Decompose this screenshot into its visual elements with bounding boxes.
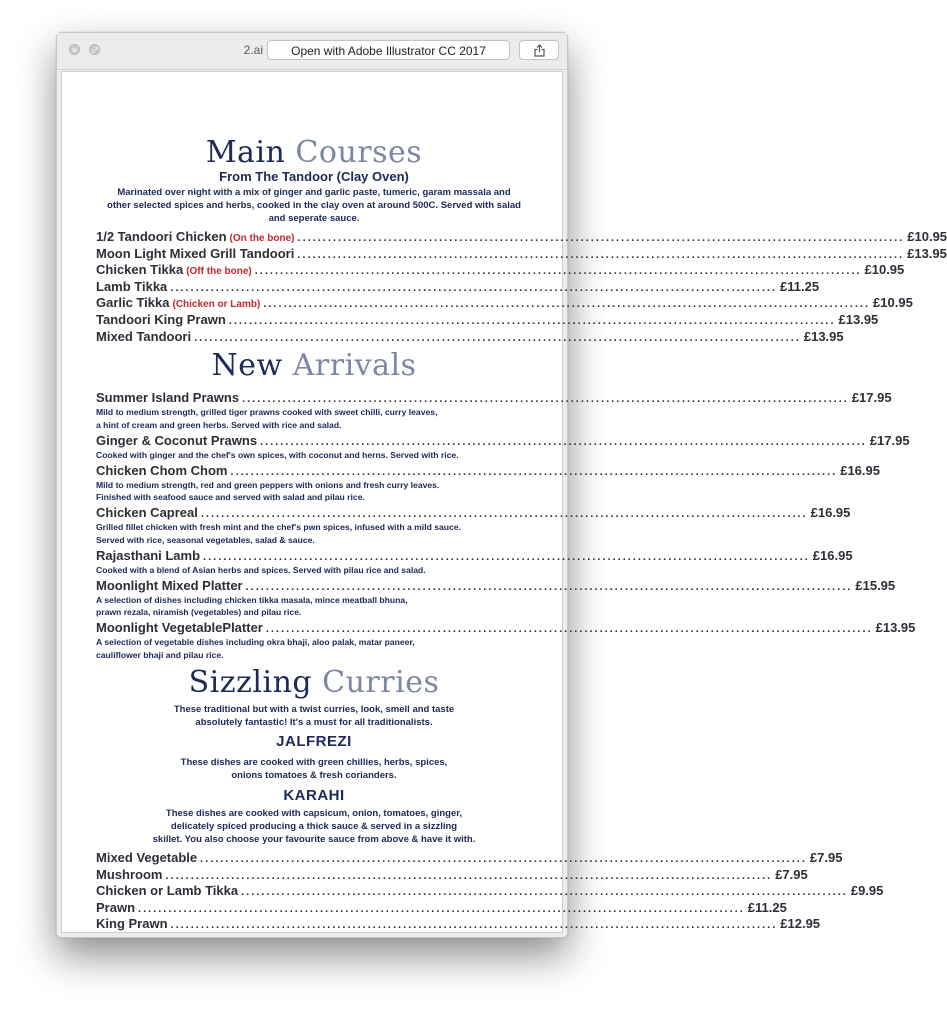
main-courses-heading: [96, 137, 532, 169]
item-name: Prawn: [96, 899, 136, 915]
heading-word-2: Curries: [322, 665, 440, 700]
menu-item-row: [96, 262, 905, 278]
item-price: £16.95: [812, 547, 853, 563]
dot-leader: ........................................................................................................................: [200, 853, 807, 865]
sizzling-curries-heading: [96, 667, 532, 699]
sizzling-intro-2: absolutely fantastic! It's a must for all traditionalists.: [195, 717, 433, 728]
item-name: Lamb Tikka: [96, 278, 168, 294]
menu-item-row: [96, 312, 879, 328]
heading-word-2: Arrivals: [292, 348, 417, 383]
item-name: Mixed Vegetable: [96, 850, 198, 865]
dot-leader: ........................................................................................................................: [203, 550, 810, 563]
menu-item-row: [96, 229, 947, 245]
item-name: Mixed Tandoori: [96, 328, 192, 344]
dot-leader: ........................................................................................................................: [245, 580, 853, 593]
item-name: Chicken Tikka: [96, 262, 184, 278]
item-price: £7.95: [809, 850, 843, 865]
item-name: Mushroom: [96, 866, 163, 882]
item-name: King Prawn: [96, 916, 168, 932]
dot-leader: ........................................................................................................................: [228, 315, 836, 327]
item-name: Rajasthani Lamb: [96, 547, 201, 563]
dot-leader: ........................................................................................................................: [230, 465, 838, 478]
karahi-desc-1: These dishes are cooked with capsicum, onion, tomatoes, ginger,: [165, 808, 463, 819]
menu-item-row: [96, 883, 884, 899]
item-price: £7.95: [775, 866, 808, 882]
item-name: Summer Island Prawns: [96, 390, 240, 405]
item-price: £12.95: [780, 916, 821, 932]
jalfrezi-desc-2: onions tomatoes & fresh corianders.: [231, 770, 397, 781]
item-name: Tandoori King Prawn: [96, 312, 226, 327]
title-bar: [57, 33, 567, 70]
item-description: Cooked with ginger and the chef's own spices, with coconut and herns. Served with rice.: [96, 449, 459, 460]
item-price: £11.25: [747, 899, 787, 915]
menu-item-row: [96, 577, 896, 594]
item-description: Finished with seafood sauce and served with salad and pilau rice.: [96, 492, 365, 502]
item-name: 1/2 Tandoori Chicken: [96, 229, 227, 244]
menu-item-row: [96, 462, 880, 479]
item-description: Mild to medium strength, red and green peppers with onions and fresh curry leaves.: [96, 479, 440, 490]
jalfrezi-title: JALFREZI: [276, 733, 352, 750]
item-price: £16.95: [810, 505, 851, 520]
item-description: a hint of cream and green herbs. Served with rice and salad.: [96, 419, 342, 430]
menu-item-row: [96, 245, 947, 262]
item-note: (On the bone): [229, 233, 295, 244]
menu-item-row: [96, 916, 821, 932]
tandoor-subtitle: From The Tandoor (Clay Oven): [219, 169, 409, 184]
file-name: 2.ai: [243, 43, 263, 57]
dot-leader: ........................................................................................................................: [242, 393, 849, 405]
dot-leader: ........................................................................................................................: [170, 281, 778, 294]
item-note: (Off the bone): [186, 266, 252, 278]
close-icon[interactable]: ✕: [69, 44, 80, 55]
dot-leader: ........................................................................................................................: [194, 331, 801, 344]
dot-leader: ........................................................................................................................: [263, 298, 871, 311]
dot-leader: ........................................................................................................................: [254, 265, 862, 278]
item-name: Chicken Chom Chom: [96, 462, 228, 478]
dot-leader: ........................................................................................................................: [260, 435, 867, 448]
item-price: £16.95: [840, 462, 880, 478]
item-name: Moonlight VegetablePlatter: [96, 620, 263, 635]
dot-leader: ........................................................................................................................: [170, 919, 778, 932]
fullscreen-icon[interactable]: ⤢: [89, 44, 100, 55]
dot-leader: ........................................................................................................................: [265, 623, 873, 635]
dot-leader: ........................................................................................................................: [297, 232, 905, 244]
new-arrivals-heading: [96, 350, 532, 382]
karahi-desc-2: delicately spiced producing a thick sauce & served in a sizzling: [170, 821, 458, 832]
item-price: £13.95: [875, 620, 916, 635]
item-name: Ginger & Coconut Prawns: [96, 432, 258, 448]
item-price: £9.95: [850, 883, 884, 899]
item-description: Cooked with a blend of Asian herbs and spices. Served with pilau rice and salad.: [96, 564, 426, 575]
item-price: £10.95: [864, 262, 905, 278]
menu-item-row: [96, 866, 808, 883]
heading-word-1: Sizzling: [188, 665, 313, 700]
item-description: A selection of vegetable dishes including okra bhaji, aloo palak, matar paneer,: [96, 637, 415, 647]
item-price: £11.25: [780, 278, 820, 294]
item-name: Moon Light Mixed Grill Tandoori: [96, 245, 295, 261]
item-price: £13.95: [907, 245, 947, 261]
menu-item-row: [96, 390, 892, 406]
menu-item-row: [96, 899, 787, 916]
heading-word-1: New: [211, 348, 283, 383]
karahi-desc-3: skillet. You also choose your favourite sauce from above & have it with.: [152, 834, 476, 845]
menu-item-row: [96, 295, 913, 311]
item-description: cauliflower bhaji and pilau rice.: [96, 649, 224, 660]
menu-item-row: [96, 432, 910, 449]
dot-leader: ........................................................................................................................: [241, 886, 848, 899]
tandoor-description: Marinated over night with a mix of ginger and garlic paste, tumeric, garam massala and other selected spices and herbs, cooked in the clay oven at around 500C. Served with salad and seperate sauce.: [107, 187, 521, 224]
share-button[interactable]: [519, 40, 559, 60]
item-description: Served with rice, seasonal vegetables, salad & sauce.: [96, 534, 315, 545]
item-description: A selection of dishes including chicken tikka masala, mince meatball bhuna,: [96, 594, 408, 605]
item-name: Garlic Tikka: [96, 295, 170, 311]
item-price: £13.95: [838, 312, 879, 327]
share-icon: [534, 44, 545, 57]
open-with-button[interactable]: Open with Adobe Illustrator CC 2017: [267, 40, 510, 60]
document-preview[interactable]: [61, 71, 947, 933]
karahi-title: KARAHI: [283, 787, 345, 804]
item-name: Chicken Capreal: [96, 505, 198, 520]
sizzling-intro-1: These traditional but with a twist curries, look, smell and taste: [173, 704, 455, 715]
item-price: £17.95: [851, 390, 892, 405]
menu-item-row: [96, 547, 853, 564]
menu-item-row: [96, 278, 820, 295]
dot-leader: ........................................................................................................................: [138, 902, 745, 915]
item-description: Mild to medium strength, grilled tiger prawns cooked with sweet chilli, curry leaves,: [96, 407, 438, 417]
item-description: Grilled fillet chicken with fresh mint and the chef's pwn spices, infused with a mild sauce.: [96, 522, 461, 532]
item-name: Moonlight Mixed Platter: [96, 577, 243, 593]
quicklook-window: [56, 32, 947, 938]
item-note: (Chicken or Lamb): [172, 299, 261, 311]
item-price: £10.95: [907, 229, 947, 244]
dot-leader: ........................................................................................................................: [165, 869, 773, 882]
item-price: £15.95: [855, 577, 896, 593]
dot-leader: ........................................................................................................................: [200, 508, 808, 520]
item-price: £10.95: [873, 295, 913, 311]
menu-item-row: [96, 620, 916, 636]
menu-item-row: [96, 850, 843, 866]
menu-item-row: [96, 505, 851, 521]
heading-word-1: Main: [205, 135, 286, 170]
dot-leader: ........................................................................................................................: [297, 248, 905, 261]
jalfrezi-desc-1: These dishes are cooked with green chillies, herbs, spices,: [180, 757, 448, 768]
item-description: prawn rezala, niramish (vegetables) and pilau rice.: [96, 607, 302, 617]
item-price: £17.95: [869, 432, 910, 448]
item-price: £13.95: [803, 328, 844, 344]
menu-item-row: [96, 328, 844, 345]
item-name: Chicken or Lamb Tikka: [96, 883, 239, 899]
heading-word-2: Courses: [295, 135, 423, 170]
